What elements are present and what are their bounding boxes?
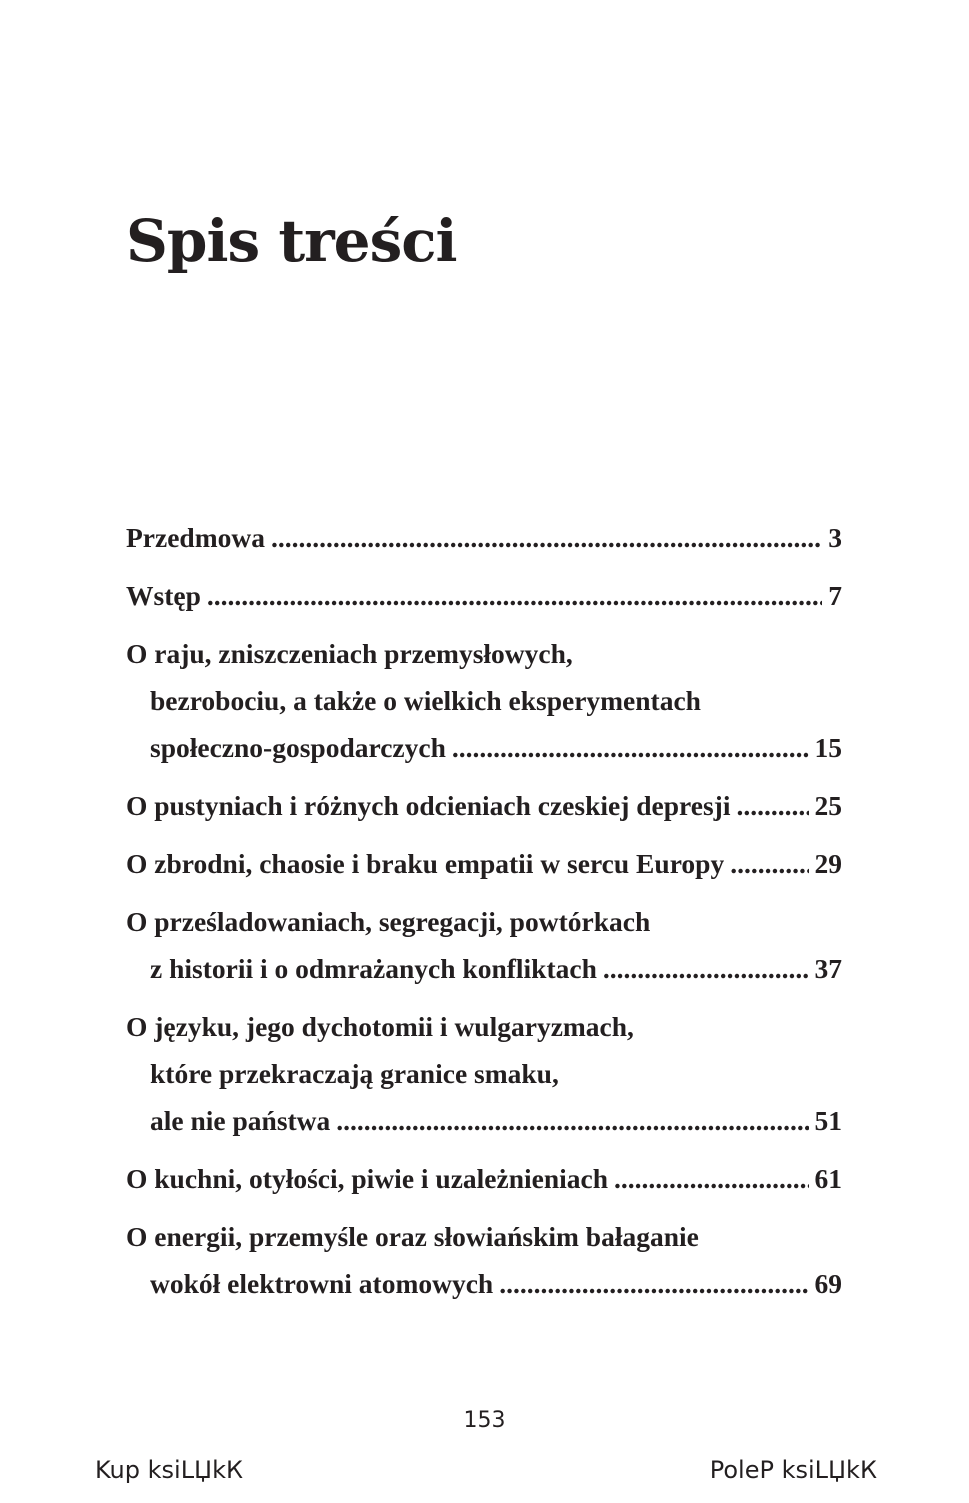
toc-entry-final-line bbox=[126, 1101, 842, 1148]
toc-entry-title: O kuchni, otyłości, piwie i uzależnieniach bbox=[126, 1163, 609, 1194]
toc-entry bbox=[126, 902, 842, 996]
toc-entry-final-line bbox=[126, 576, 842, 623]
toc-entry bbox=[126, 576, 842, 623]
toc-page-number: 69 bbox=[814, 1268, 842, 1299]
toc-entry-title: wokół elektrowni atomowych bbox=[150, 1268, 494, 1299]
toc-entry-line: które przekraczają granice smaku, bbox=[150, 1058, 559, 1089]
toc-entry-final-line bbox=[126, 1264, 842, 1311]
dot-leader bbox=[207, 576, 822, 616]
page-title: Spis treści bbox=[126, 207, 457, 275]
dot-leader bbox=[736, 786, 808, 826]
dot-leader bbox=[499, 1264, 808, 1304]
page-number: 153 bbox=[463, 1408, 506, 1433]
toc-entry-line: O energii, przemyśle oraz słowiańskim bałaganie bbox=[126, 1221, 699, 1252]
toc-entry bbox=[126, 634, 842, 775]
toc-entry-title: Wstęp bbox=[126, 580, 201, 611]
toc-entry-line: O języku, jego dychotomii i wulgaryzmach, bbox=[126, 1011, 634, 1042]
toc-entry-final-line bbox=[126, 786, 842, 833]
toc-entry-line: O raju, zniszczeniach przemysłowych, bbox=[126, 638, 573, 669]
toc-page-number: 29 bbox=[814, 848, 842, 879]
toc-entry-final-line bbox=[126, 844, 842, 891]
toc-entry-final-line bbox=[126, 1159, 842, 1206]
toc-entry bbox=[126, 786, 842, 833]
toc-entry-title: O pustyniach i różnych odcieniach czeskiej depresji bbox=[126, 790, 731, 821]
toc-entry-line: bezrobociu, a także o wielkich eksperymentach bbox=[150, 685, 701, 716]
toc-entry-title: z historii i o odmrażanych konfliktach bbox=[150, 953, 597, 984]
dot-leader bbox=[603, 949, 809, 989]
table-of-contents bbox=[126, 518, 842, 1322]
dot-leader bbox=[730, 844, 808, 884]
recommend-book-link[interactable]: PoleР ksiLЏkК bbox=[709, 1456, 877, 1484]
dot-leader bbox=[614, 1159, 808, 1199]
toc-page-number: 37 bbox=[814, 953, 842, 984]
toc-entry bbox=[126, 1159, 842, 1206]
toc-entry bbox=[126, 1007, 842, 1148]
toc-entry bbox=[126, 844, 842, 891]
dot-leader bbox=[336, 1101, 808, 1141]
toc-page-number: 7 bbox=[828, 580, 842, 611]
toc-page-number: 61 bbox=[814, 1163, 842, 1194]
toc-entry-final-line bbox=[126, 728, 842, 775]
toc-entry-title: O zbrodni, chaosie i braku empatii w sercu Europy bbox=[126, 848, 725, 879]
toc-page-number: 15 bbox=[814, 732, 842, 763]
toc-page-number: 51 bbox=[814, 1105, 842, 1136]
toc-entry-title: społeczno-gospodarczych bbox=[150, 732, 446, 763]
toc-entry-title: ale nie państwa bbox=[150, 1105, 331, 1136]
toc-entry-final-line bbox=[126, 949, 842, 996]
dot-leader bbox=[271, 518, 822, 558]
buy-book-link[interactable]: Kup ksiLЏkК bbox=[95, 1456, 244, 1484]
toc-page-number: 25 bbox=[814, 790, 842, 821]
toc-entry-title: Przedmowa bbox=[126, 522, 265, 553]
toc-entry bbox=[126, 518, 842, 565]
toc-entry bbox=[126, 1217, 842, 1311]
toc-entry-line: O prześladowaniach, segregacji, powtórkach bbox=[126, 906, 651, 937]
dot-leader bbox=[452, 728, 809, 768]
toc-entry-final-line bbox=[126, 518, 842, 565]
toc-page-number: 3 bbox=[828, 522, 842, 553]
